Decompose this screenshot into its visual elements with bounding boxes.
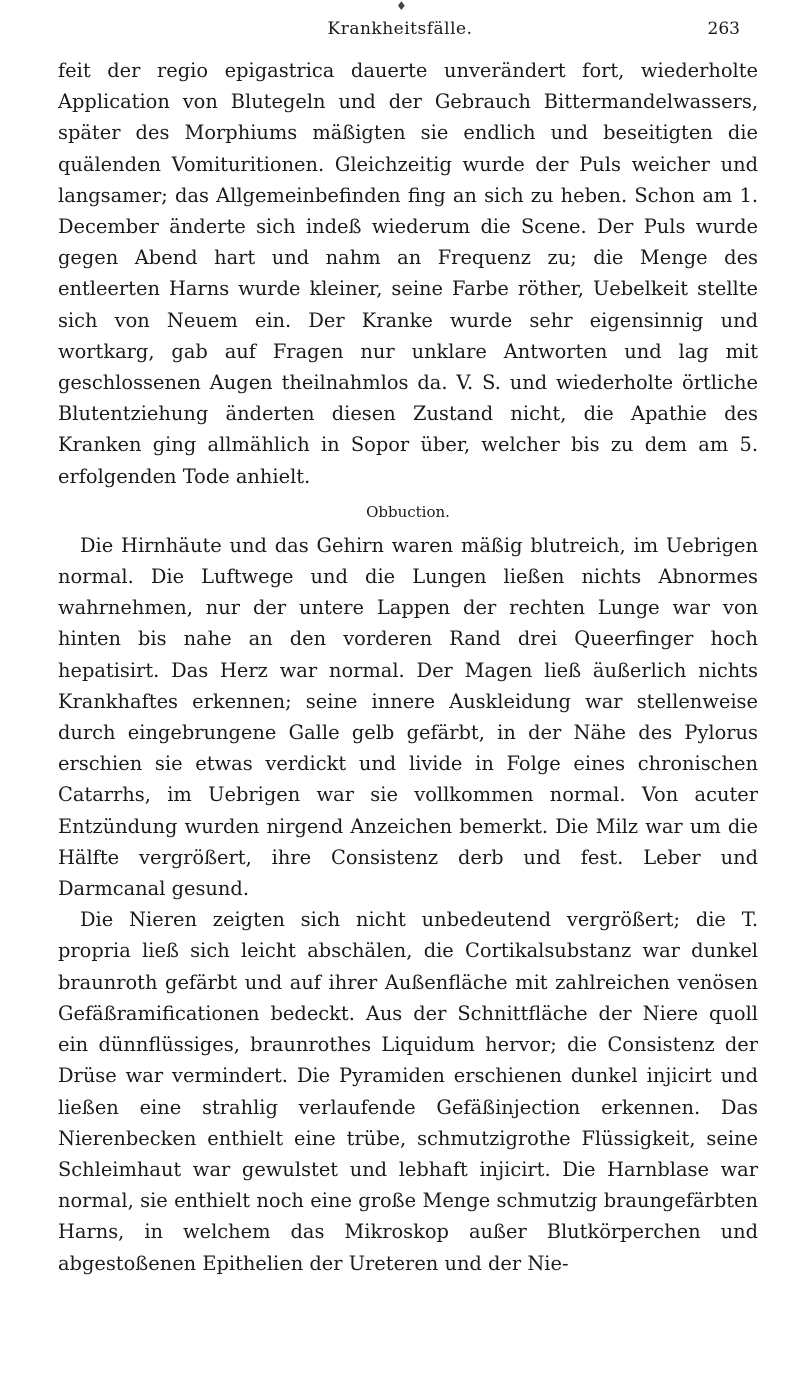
body-text (58, 55, 758, 1279)
paragraph-autopsy-findings: Die Hirnhäute und das Gehirn waren mäßig blutreich, im Uebrigen normal. Die Luftwege und die Lungen ließen nichts Abnormes wahrnehmen, nur der untere Lappen der rechten Lunge war von hinten bis nahe an den vorderen Rand drei Queerfinger hoch hepatisirt. Das Herz war normal. Der Magen ließ äußerlich nichts Krankhaftes erkennen; seine innere Auskleidung war stellenweise durch eingebrungene Galle gelb gefärbt, in der Nähe des Pylorus erschien sie etwas verdickt und livide in Folge eines chronischen Catarrhs, im Uebrigen war sie vollkommen normal. Von acuter Entzündung wurden nirgend Anzeichen bemerkt. Die Milz war um die Hälfte vergrößert, ihre Consistenz derb und fest. Leber und Darmcanal gesund. (58, 533, 758, 901)
paragraph-kidney-findings: Die Nieren zeigten sich nicht unbedeutend vergrößert; die T. propria ließ sich leicht abschälen, die Cortikalsubstanz war dunkel braunroth gefärbt und auf ihrer Außenfläche mit zahlreichen venösen Gefäßramificationen bedeckt. Aus der Schnittfläche der Niere quoll ein dünnflüssiges, braunrothes Liquidum hervor; die Consistenz der Drüse war vermindert. Die Pyramiden erschienen dunkel injicirt und ließen eine strahlig verlaufende Gefäßinjection erkennen. Das Nierenbecken enthielt eine trübe, schmutzigrothe Flüssigkeit, seine Schleimhaut war gewulstet und lebhaft injicirt. Die Harnblase war normal, sie enthielt noch eine große Menge schmutzig braungefärbten Harns, in welchem das Mikroskop außer Blutkörperchen und abgestoßenen Epithelien der Ureteren und der Nie- (58, 908, 758, 1275)
page-number: 263 (707, 19, 740, 39)
running-title: Krankheitsfälle. (327, 19, 473, 39)
section-heading-obduction: Obbuction. (366, 502, 450, 521)
top-mark: ♦ (396, 0, 407, 13)
page-header (0, 16, 800, 42)
paragraph-case-continuation: feit der regio epigastrica dauerte unverändert fort, wiederholte Application von Blutegeln und der Gebrauch Bittermandelwassers, später des Morphiums mäßigten sie endlich und beseitigten die quälenden Vomituritionen. Gleichzeitig wurde der Puls weicher und langsamer; das Allgemeinbefinden fing an sich zu heben. Schon am 1. December änderte sich indeß wiederum die Scene. Der Puls wurde gegen Abend hart und nahm an Frequenz zu; die Menge des entleerten Harns wurde kleiner, seine Farbe röther, Uebelkeit stellte sich von Neuem ein. Der Kranke wurde sehr eigensinnig und wortkarg, gab auf Fragen nur unklare Antworten und lag mit geschlossenen Augen theilnahmlos da. V. S. und wiederholte örtliche Blutentziehung änderten diesen Zustand nicht, die Apathie des Kranken ging allmählich in Sopor über, welcher bis zu dem am 5. erfolgenden Tode anhielt. (58, 59, 758, 488)
